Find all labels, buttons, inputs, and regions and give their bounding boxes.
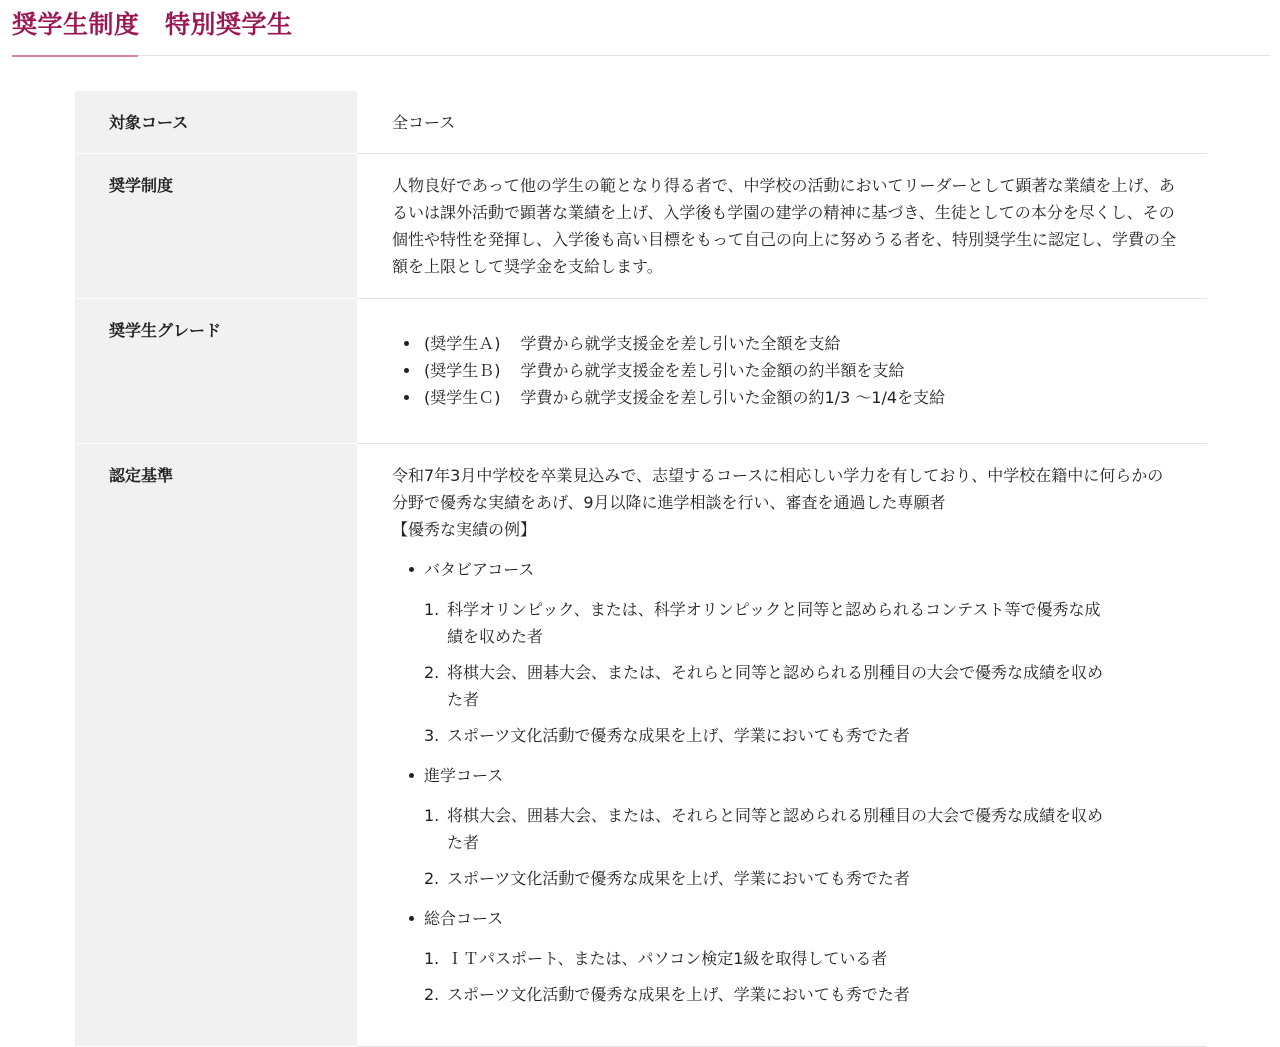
course-name: 総合コース [424, 909, 504, 928]
page-header [0, 0, 1270, 58]
course-item-batavia [392, 556, 1177, 749]
item-text: 科学オリンピック、または、科学オリンピックと同等と認められるコンテスト等で優秀な成績を収めた者 [447, 600, 1101, 646]
bullet-icon [404, 368, 409, 373]
grade-description: 学費から就学支援金を差し引いた全額を支給 [520, 334, 841, 353]
course-item-general [392, 905, 1177, 1008]
scholarship-description: 人物良好であって他の学生の範となり得る者で、中学校の活動においてリーダーとして顕著な業績を上げ、あるいは課外活動で顕著な業績を上げ、入学後も学園の建学の精神に基づき、生徒としての本分を尽くし、その個性や特性を発揮し、入学後も高い目標をもって自己の向上に努めうる者を、特別奨学生に認定し、学費の全額を上限として奨学金を支給します。 [392, 176, 1177, 276]
grade-name: (奨学生Ｃ) [424, 388, 501, 407]
table-row-target-course [75, 91, 1207, 154]
list-item [424, 659, 1104, 713]
list-item [424, 802, 1104, 856]
list-item [424, 865, 1104, 892]
row-label: 奨学生グレード [75, 299, 357, 444]
row-value [357, 91, 1207, 153]
list-item [424, 945, 1104, 972]
row-label: 認定基準 [75, 444, 357, 1047]
grade-description: 学費から就学支援金を差し引いた金額の約半額を支給 [520, 361, 905, 380]
item-text: 将棋大会、囲碁大会、または、それらと同等と認められる別種目の大会で優秀な成績を収めた者 [447, 663, 1104, 709]
item-number: 3. [424, 726, 440, 745]
item-number: 2. [424, 663, 440, 682]
item-number: 2. [424, 869, 440, 888]
grade-description: 学費から就学支援金を差し引いた金額の約1/3 ～1/4を支給 [520, 388, 946, 407]
list-item [424, 722, 1104, 749]
achievement-list [424, 802, 1104, 892]
item-number: 1. [424, 949, 440, 968]
row-value [357, 444, 1207, 1046]
item-number: 1. [424, 600, 440, 619]
row-label: 奨学制度 [75, 154, 357, 299]
bullet-icon [409, 916, 414, 921]
course-name: バタビアコース [424, 560, 535, 579]
grade-list [392, 317, 1177, 411]
course-item-advanced [392, 762, 1177, 892]
grade-name: (奨学生Ａ) [424, 334, 501, 353]
item-text: 将棋大会、囲碁大会、または、それらと同等と認められる別種目の大会で優秀な成績を収めた者 [447, 806, 1104, 852]
list-item [424, 596, 1104, 650]
grade-item-b [392, 357, 1177, 384]
header-divider [12, 55, 1270, 56]
course-list [392, 556, 1177, 1008]
achievement-list [424, 945, 1104, 1008]
achievement-list [424, 596, 1104, 749]
bullet-icon [404, 341, 409, 346]
grade-name: (奨学生Ｂ) [424, 361, 501, 380]
item-text: スポーツ文化活動で優秀な成果を上げ、学業においても秀でた者 [447, 869, 910, 888]
criteria-intro: 令和7年3月中学校を卒業見込みで、志望するコースに相応しい学力を有しており、中学校在籍中に何らかの分野で優秀な実績をあげ、9月以降に進学相談を行い、審査を通過した専願者 [392, 466, 1164, 512]
table-row-scholarship-system [75, 154, 1207, 299]
grade-item-c [392, 384, 1177, 411]
row-value [357, 299, 1207, 443]
table-row-certification-criteria [75, 444, 1207, 1047]
target-course-value: 全コース [392, 113, 456, 132]
bullet-icon [409, 567, 414, 572]
item-text: ＩＴパスポート、または、パソコン検定1級を取得している者 [447, 949, 888, 968]
item-number: 2. [424, 985, 440, 1004]
item-text: スポーツ文化活動で優秀な成果を上げ、学業においても秀でた者 [447, 726, 910, 745]
row-label: 対象コース [75, 91, 357, 154]
item-text: スポーツ文化活動で優秀な成果を上げ、学業においても秀でた者 [447, 985, 910, 1004]
row-value [357, 154, 1207, 298]
page-title: 奨学生制度 特別奨学生 [12, 10, 293, 39]
item-number: 1. [424, 806, 440, 825]
grade-item-a [392, 330, 1177, 357]
scholarship-info-table [75, 91, 1207, 1047]
examples-heading: 【優秀な実績の例】 [392, 520, 537, 539]
list-item [424, 981, 1104, 1008]
bullet-icon [404, 395, 409, 400]
bullet-icon [409, 773, 414, 778]
header-accent-underline [12, 55, 138, 57]
table-row-scholarship-grade [75, 299, 1207, 444]
course-name: 進学コース [424, 766, 504, 785]
